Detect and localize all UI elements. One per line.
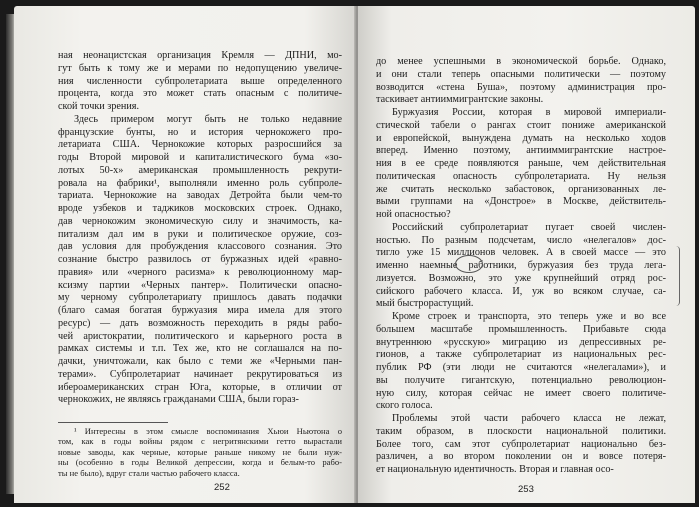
text-line: мый быстрорастущий. — [376, 298, 474, 310]
footnote-line: ты не было), вдруг стали частью рабочего класса. — [58, 467, 240, 478]
footnote-line: том, как в годы войны рядом с негритянскими гетто вырастали — [58, 436, 342, 447]
text-line: таким образом, в плоскости национальной политики. — [376, 425, 666, 437]
footnote-line: ¹ Интересны в этом смысле воспоминания Хьюи Ньютона о — [74, 426, 342, 436]
text-line: Здесь примером могут быть не только недавние — [74, 113, 342, 125]
text-line: ную силу, которая сейчас не имеет своего политиче- — [376, 387, 666, 399]
text-line: питализм дал им в руки и политическое оружие, соз- — [58, 228, 342, 240]
text-line: вроде узбеков и таджиков московских строек. Однако, — [58, 203, 342, 214]
text-line: большем масштабе промышленность. Прибавьте сюда — [376, 323, 666, 335]
text-line: терами». Субпролетариат начинает рекрутироваться из — [58, 368, 342, 380]
text-line: рамках системы и т.п. Тех же, кто не соглашался на по- — [58, 343, 342, 355]
text-line: французские бунты, но и история чернокожего про- — [58, 126, 342, 138]
text-line: ния в ее среде появляются раньше, чем действительная — [376, 158, 666, 169]
text-line: ского голоса. — [376, 400, 433, 412]
text-line: лизуется. Возможно, это уже крупнейший отряд рос- — [376, 272, 666, 284]
text-line: ния численности субпролетариата выше определенного — [58, 75, 342, 87]
text-line: ной опасностью? — [376, 209, 451, 220]
text-line: ностью. По разным подсчетам, число «нелегалов» дос- — [376, 234, 666, 246]
text-line: лотых 50-х» американская промышленность рекрути- — [58, 164, 342, 176]
text-line: публик РФ (эти люди не считаются «нелегалами»), и — [376, 362, 666, 373]
text-line: дав чернокожим экономическую силу и значимость, ка- — [58, 215, 342, 227]
text-line: ная неонацистская организация Кремля — ДПНИ, мо- — [58, 50, 342, 61]
margin-bracket-mark — [676, 246, 680, 306]
text-line: (благо самая богатая буржуазия мира имела для этого — [58, 305, 342, 316]
text-line: возводится «стена Буша», поэтому администрация про- — [376, 81, 666, 93]
text-line: вы получите гигантскую, потенциально революцион- — [376, 374, 666, 386]
text-line: процента, когда это может стать опасным с политиче- — [58, 88, 342, 100]
text-line: ресурс) — дать возможность переходить в ряды рабо- — [58, 317, 342, 329]
footnote — [58, 426, 342, 478]
text-line: му черному субпролетариату пришлось давать подачки — [58, 292, 342, 304]
text-line: до менее успешными в экономической борьбе. Однако, — [376, 56, 666, 67]
text-line: правия» или «черного расизма» к революционному мар- — [58, 266, 342, 278]
text-line: сийского рабочего класса. И, уж во всяком случае, са- — [376, 285, 666, 297]
text-line: сознание быстро развилось от буржазных идей «равно- — [58, 254, 342, 265]
text-line: именно наемные работники, буржуазия без труда лега- — [376, 260, 666, 271]
text-line: вперед. Именно поэтому, антииммигрантские настрое- — [376, 145, 666, 157]
book-spread — [6, 6, 695, 503]
left-page-number: 252 — [214, 482, 230, 493]
text-line: ровала на фабрики¹, выполняли именно роль субпроле- — [58, 177, 342, 189]
text-line: летариата США. Чернокожие которых разросшийся за — [58, 139, 342, 151]
left-page-text — [58, 50, 342, 407]
right-page — [358, 6, 695, 503]
text-line: Российский субпролетариат пугает своей числен- — [392, 221, 666, 233]
text-line: выми группами на «Донстрое» в Москве, действитель- — [376, 196, 666, 208]
text-line: тигло уже 15 миллионов человек. А в своей массе — это — [376, 247, 666, 259]
text-line: и они стали теперь опасными политически — поэтому — [376, 68, 666, 80]
text-line: различен, а во втором поколении он и вовсе потеря- — [376, 451, 666, 463]
footnote-line: новые заводы, как черные, которые раньше никому не были нуж- — [58, 446, 342, 457]
text-line: же считать несколько забастовок, организованных ле- — [376, 183, 666, 195]
text-line: тариата. Чернокожие на заводах Детройта были чем-то — [58, 190, 342, 202]
text-line: внутреннюю «русскую» миграцию из депрессивных ре- — [376, 336, 666, 348]
text-line: ибероамериканских стран Юга, которые, в отличии от — [58, 381, 342, 393]
right-page-text — [376, 56, 666, 477]
text-line: годы Второй мировой и капиталистического бума «зо- — [58, 152, 342, 163]
text-line: стической табели о рангах стоит пониже американской — [376, 119, 666, 131]
text-line: Более того, сам этот субпролетариат национально без- — [376, 438, 666, 450]
left-page — [14, 6, 356, 503]
text-line: дачки, уничтожали, как было с теми же «Черными пан- — [58, 356, 342, 367]
text-line: Буржуазия России, которая в мировой империали- — [392, 107, 666, 118]
text-line: гут быть к тому же и мерами по недопущению увеличе- — [58, 62, 342, 74]
text-line: чей аристократии, политического и карьерного роста в — [58, 330, 342, 342]
text-line: ксизму партии «Черных пантер». Политически опасно- — [58, 279, 342, 291]
text-line: таскивает антииммигрантские законы. — [376, 94, 544, 106]
text-line: Кроме строек и транспорта, это теперь уже и во все — [392, 311, 666, 322]
text-line: и европейской, вынуждена думать на несколько ходов — [376, 132, 666, 144]
text-line: ской точки зрения. — [58, 101, 140, 112]
text-line: ет национальную идентичность. Вторая и главная осо- — [376, 464, 614, 475]
right-page-number: 253 — [518, 484, 534, 495]
text-line: Проблемы этой части рабочего класса не лежат, — [392, 413, 666, 424]
text-line: гионов, а также субпролетариат из национальных рес- — [376, 349, 666, 361]
footnote-rule — [58, 422, 168, 423]
text-line: дав условия для пробуждения классового сознания. Это — [58, 241, 342, 253]
footnote-line: ны (особенно в годы Великой депрессии, когда и белым-то рабо- — [58, 457, 342, 468]
text-line: чернокожих, не являясь гражданами США, были горaз- — [58, 394, 299, 406]
text-line: политическая опасность субпролетариата. Ну нельзя — [376, 170, 666, 182]
